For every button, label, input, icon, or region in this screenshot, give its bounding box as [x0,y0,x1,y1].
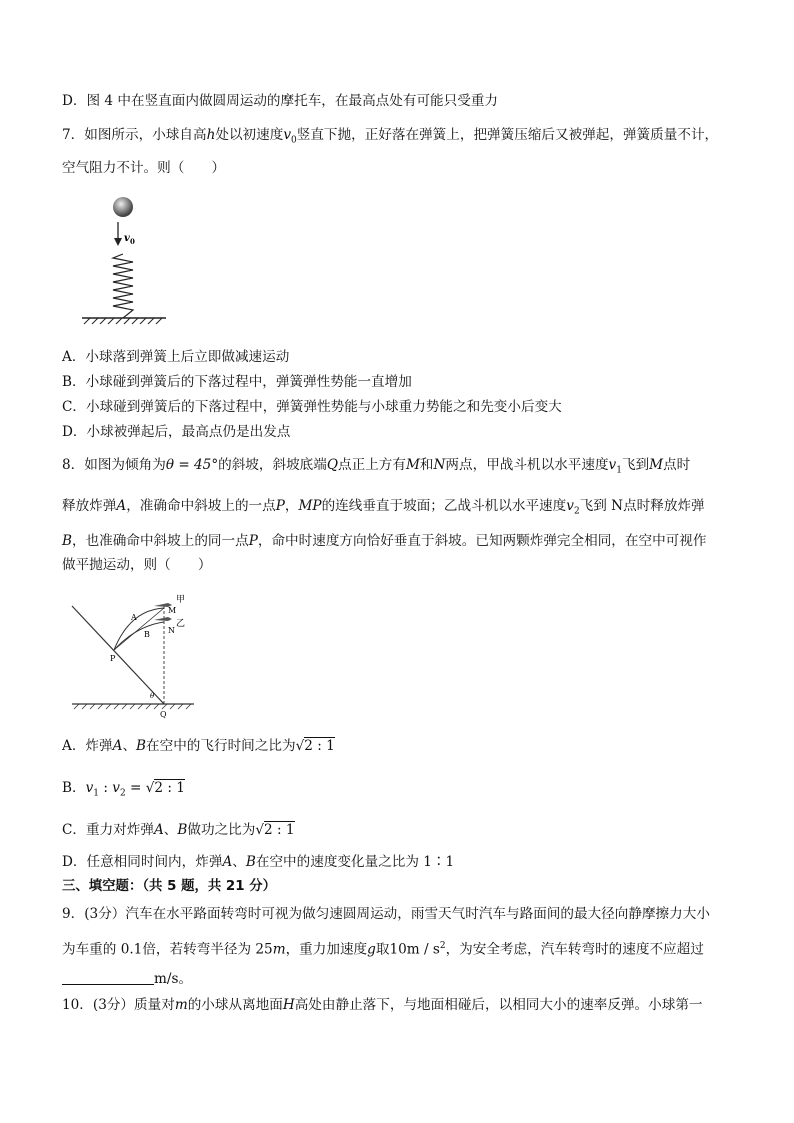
q8-stem-line1: 8．如图为倾角为θ = 45°的斜坡，斜坡底端Q点正上方有M和N两点，甲战斗机以水平速度$v_1$飞到M点时 [62,457,691,476]
q9-stem-line1: 9．(3分）汽车在水平路面转弯时可视为做匀速圆周运动，雨雪天气时汽车与路面间的最大径向静摩擦力大小 [62,906,710,922]
q7-option-c[interactable]: C．小球碰到弹簧后的下落过程中，弹簧弹性势能与小球重力势能之和先变小后变大 [62,399,562,415]
ball-icon [113,197,133,217]
q8-stem-line2: 释放炸弹A，准确命中斜坡上的一点P，MP的连线垂直于坡面；乙战斗机以水平速度$v_2$飞到 N点时释放炸弹 [62,498,705,517]
q8-option-d[interactable]: D．任意相同时间内，炸弹A、B在空中的速度变化量之比为 1∶1 [62,854,455,870]
q7-fig-v0-label: v [124,233,130,244]
fig-label-n: N [168,626,175,635]
mp-line [114,608,164,650]
section-heading-fill-in: 三、填空题：（共 5 题，共 21 分） [62,879,276,894]
q9-stem-line3: m/s。 [62,970,754,988]
q8-stem-line3: B，也准确命中斜坡上的同一点P，命中时速度方向恰好垂直于斜坡。已知两颗炸弹完全相同，在空中可视作 [62,533,707,549]
fig-label-q: Q [160,710,167,719]
fig-label-yi: 乙 [176,619,186,629]
q8-option-c[interactable]: C．重力对炸弹A、B做功之比为√2 : 1 [62,822,295,838]
q8-stem-line4: 做平抛运动，则（ ） [62,557,212,573]
jet-yi-icon [154,617,172,621]
svg-text:0: 0 [130,237,135,246]
q7-option-b[interactable]: B．小球碰到弹簧后的下落过程中，弹簧弹性势能一直增加 [62,374,412,390]
sqrt-icon: √ [295,738,305,754]
fig-label-theta: θ [150,692,155,700]
fig-label-m: M [168,606,177,615]
q6-option-d: D．图 4 中在竖直面内做圆周运动的摩托车，在最高点处有可能只受重力 [62,93,498,109]
q10-stem-line1: 10．(3分）质量对m的小球从离地面H高处由静止落下，与地面相碰后，以相同大小的速率反弹。小球第一 [62,997,703,1013]
q7-option-d[interactable]: D．小球被弹起后，最高点仍是出发点 [62,424,291,440]
trajectory-b [114,622,164,650]
q7-ball-spring-figure [78,190,168,330]
q9-answer-blank[interactable] [62,970,154,985]
sqrt-icon: √ [145,780,155,796]
q7-option-a[interactable]: A．小球落到弹簧上后立即做减速运动 [62,349,290,365]
fig-label-a: A [131,613,137,622]
sqrt-icon: √ [255,822,265,838]
q7-stem-line2: 空气阻力不计。则（ ） [62,160,226,176]
fig-label-jia: 甲 [176,595,186,605]
q8-slope-figure [68,586,198,720]
spring-icon [113,254,133,318]
fig-label-p: P [110,654,116,663]
q8-option-a[interactable]: A．炸弹A、B在空中的飞行时间之比为√2 : 1 [62,738,335,754]
q7-stem-line1: 7．如图所示，小球自高h处以初速度$v_0$竖直下抛，正好落在弹簧上，把弹簧压缩后又被弹起，弹簧质量不计， [62,127,719,146]
slope-line [72,606,164,704]
q9-stem-line2: 为车重的 0.1倍，若转弯半径为 25m，重力加速度g取$10m / s^2$，为安全考虑，汽车转弯时的速度不应超过 [62,941,704,958]
q8-option-b[interactable]: B．$v_1$ : $v_2 = √2$ : 1 [62,780,185,799]
fig-label-b: B [144,630,150,639]
